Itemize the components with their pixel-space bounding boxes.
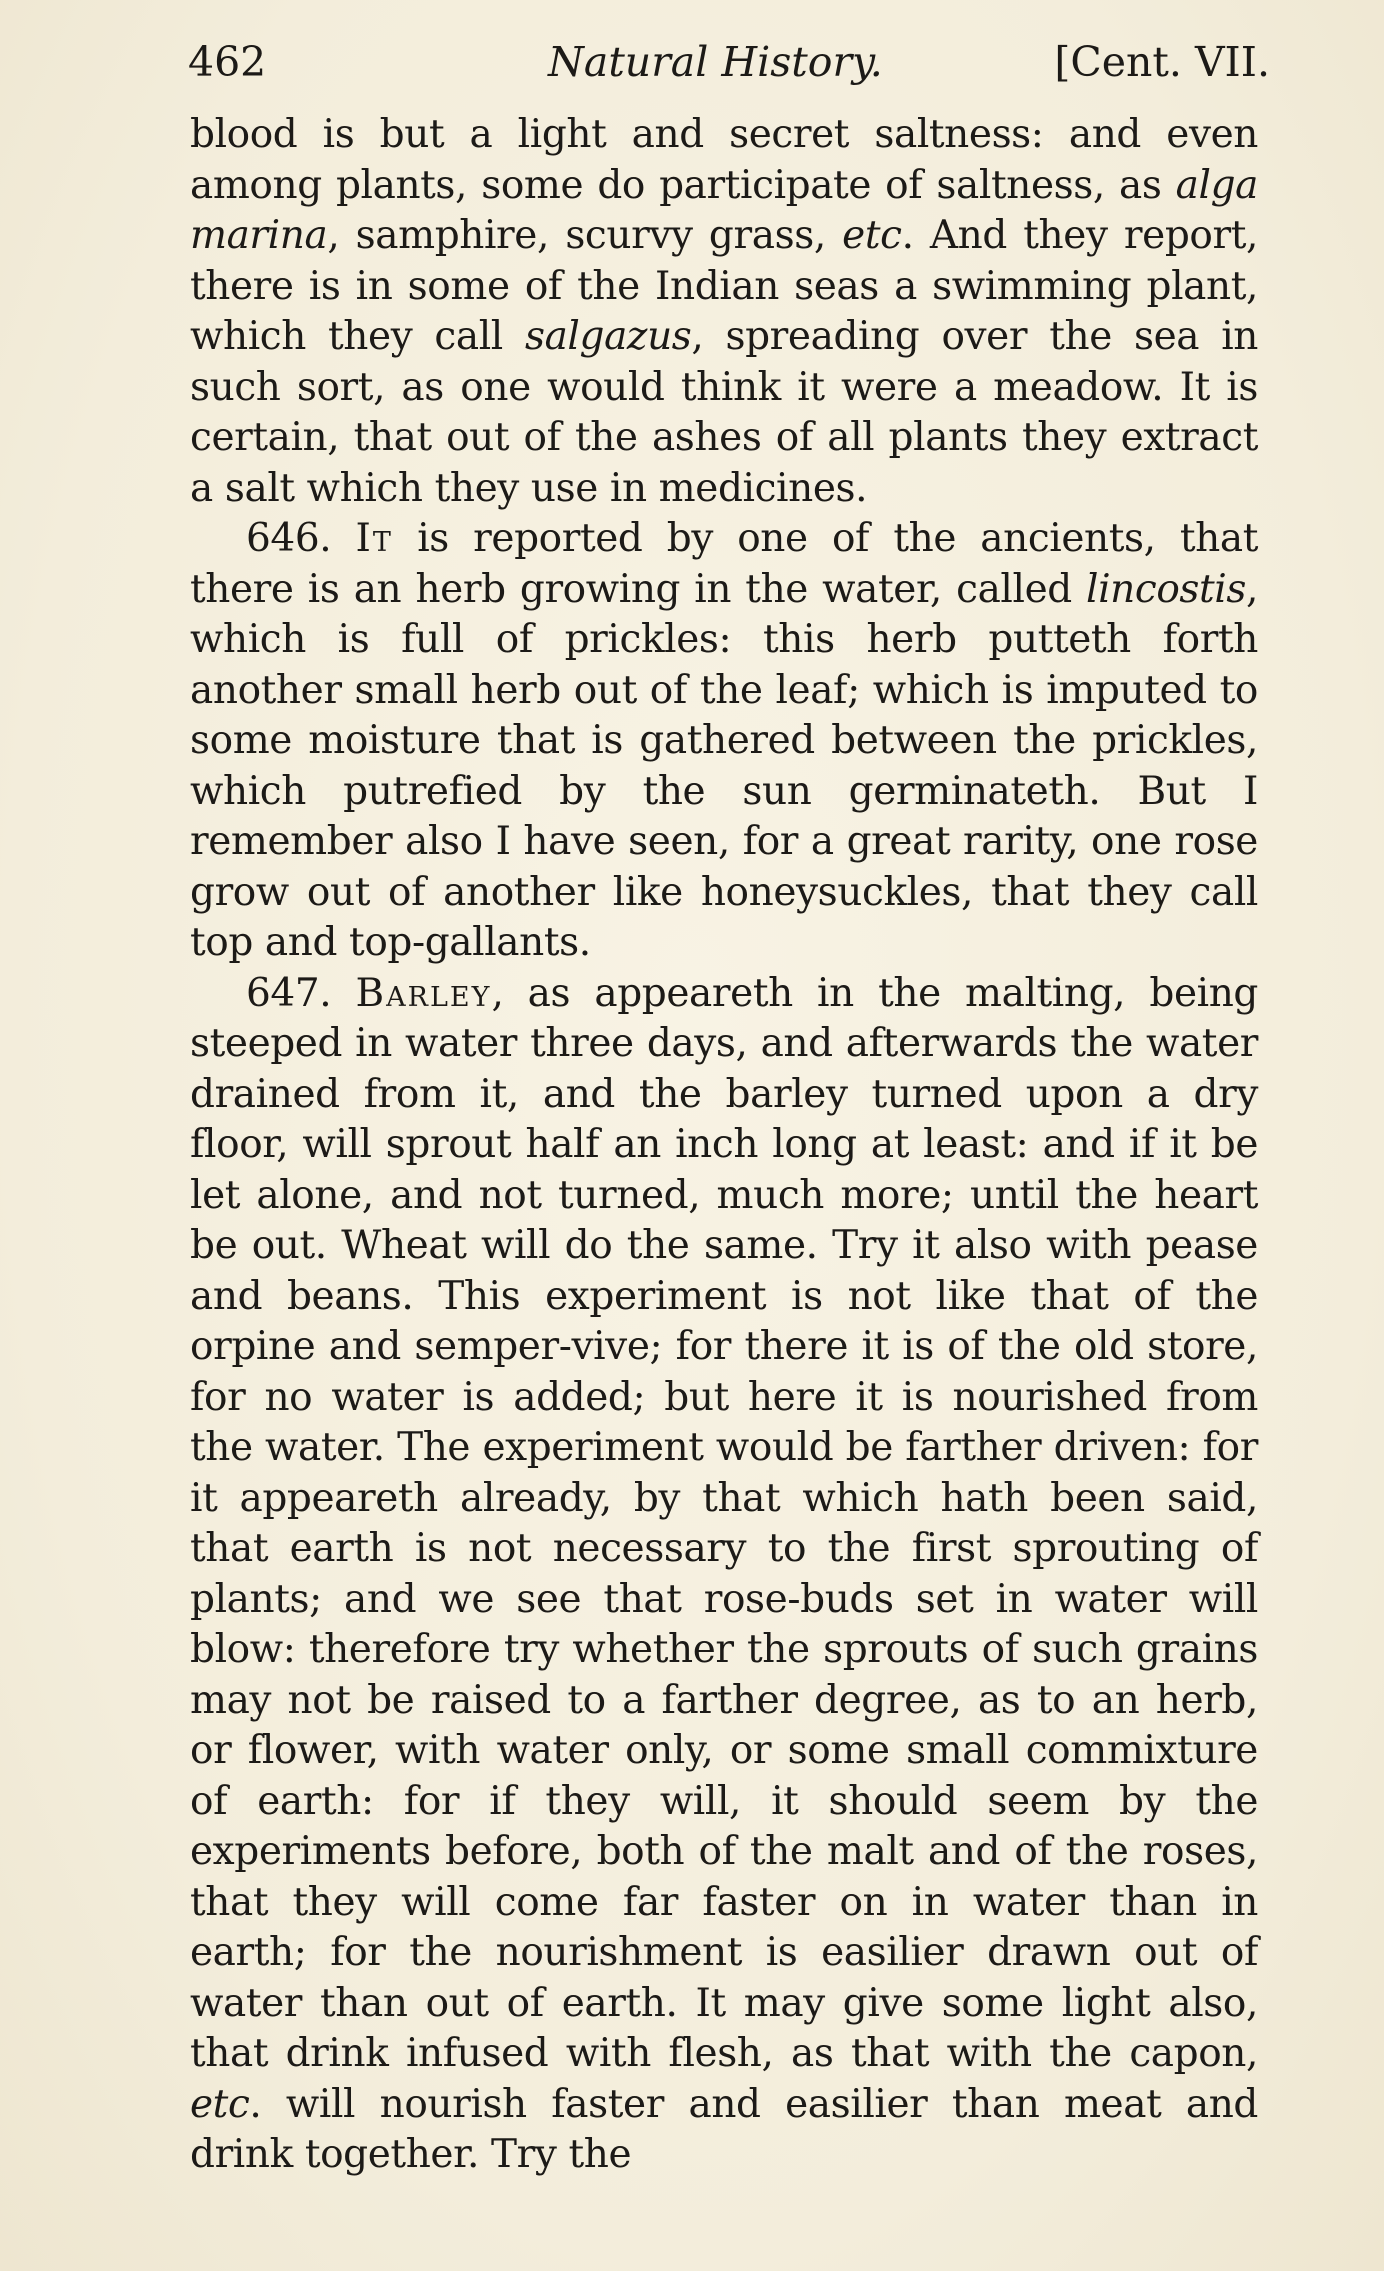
small-caps-lead: It <box>355 516 393 561</box>
text-run: , as appeareth in the malting, being steeped in water three days, and afterwards the water drained from it, and the barley turned upon a dry floor, will sprout half an inch long at least: and if it be let alone, and not turned, much more; until the heart be out. Wheat will do the same. Try it also with pease and beans. This experiment is not like that of the orpine and semper-vive; for there it is of the old store, for no water is added; but here it is nourished from the water. The experiment would be farther driven: for it appeareth already, by that which hath been said, that earth is not necessary to the first sprouting of plants; and we see that rose-buds set in water will blow: therefore try whether the sprouts of such grains may not be raised to a farther degree, as to an herb, or flower, with water only, or some small commixture of earth: for if they will, it should seem by the experiments before, both of the malt and of the roses, that they will come far faster on in water than in earth; for the nourishment is easilier drawn out of water than out of earth. It may give some light also, that drink infused with flesh, as that with the capon, <box>190 970 1258 2076</box>
running-title: Natural History. <box>548 38 883 86</box>
small-caps-lead: Barley <box>355 970 492 1016</box>
paragraph <box>190 110 1258 514</box>
text-run: , which is full of prickles: this herb putteth forth another small herb out of the leaf; which is imputed to some moisture that is gathered between the prickles, which putrefied by the sun germinateth. But I remember also I have seen, for a great rarity, one rose grow out of another like honeysuckles, that they call top and top-gallants. <box>190 566 1258 965</box>
text-run: . will nourish faster and easilier than meat and drink together. Try the <box>190 2081 1258 2177</box>
page-header <box>188 32 1270 92</box>
text-run: 647. <box>246 970 356 1016</box>
text-run: 646. <box>246 516 356 561</box>
paragraph-647 <box>190 969 1258 2181</box>
italic-term: salgazus <box>524 314 692 359</box>
text-run: blood is but a light and secret saltness: and even among plants, some do participate of saltness, as <box>190 112 1258 208</box>
italic-term: lincostis <box>1086 566 1246 612</box>
text-run: , samphire, scurvy grass, <box>327 213 843 258</box>
page-number: 462 <box>188 38 267 86</box>
paragraph-646 <box>190 514 1258 969</box>
italic-term: etc <box>842 213 902 258</box>
italic-term: etc <box>190 2081 250 2127</box>
body-text <box>190 110 1258 2181</box>
italic-term: alga marina <box>190 162 1258 258</box>
text-run: . And they report, there is in some of the Indian seas a swimming plant, which they call <box>190 213 1258 359</box>
century-label: [Cent. VII. <box>1054 38 1270 86</box>
text-run: , spreading over the sea in such sort, as one would think it were a meadow. It is certain, that out of the ashes of all plants they extract a salt which they use in medicines. <box>190 314 1258 511</box>
text-run: is reported by one of the ancients, that there is an herb growing in the water, called <box>190 516 1259 612</box>
